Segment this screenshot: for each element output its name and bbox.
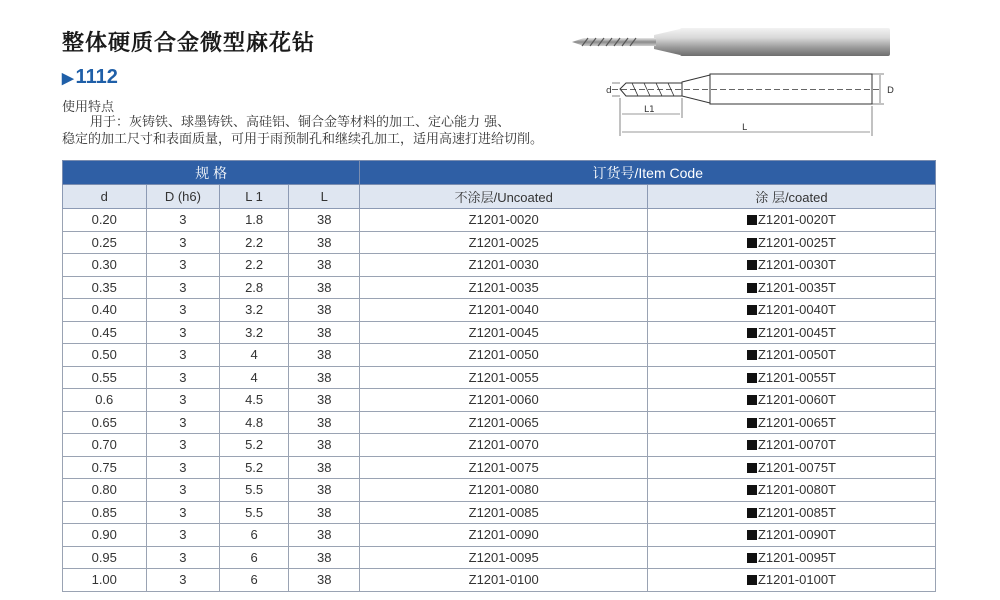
cell-uncoated: Z1201-0090 [360,524,647,547]
cell-L: 38 [288,344,360,367]
table-row [63,209,936,232]
diagram-label-D: D [887,86,894,96]
coated-code: Z1201-0035T [757,279,836,295]
cell-uncoated: Z1201-0040 [360,299,647,322]
coated-code: Z1201-0045T [757,324,836,340]
table-row [63,276,936,299]
cell-L: 38 [288,254,360,277]
cell-L: 38 [288,299,360,322]
black-square-icon [747,530,757,540]
cell-L: 38 [288,524,360,547]
table-row [63,231,936,254]
table-row [63,479,936,502]
cell-d: 0.45 [63,321,147,344]
cell-coated [647,479,935,502]
cell-coated [647,501,935,524]
cell-d: 0.6 [63,389,147,412]
cell-coated [647,299,935,322]
spec-group-header: 规 格 [63,161,360,185]
cell-L: 38 [288,209,360,232]
black-square-icon [747,575,757,585]
black-square-icon [747,395,757,405]
cell-d: 0.70 [63,434,147,457]
cell-D: 3 [146,254,220,277]
coated-code: Z1201-0050T [757,347,836,363]
cell-L1: 4.5 [220,389,289,412]
cell-d: 0.80 [63,479,147,502]
black-square-icon [747,485,757,495]
black-square-icon [747,328,757,338]
table-row [63,344,936,367]
coated-code: Z1201-0030T [757,257,836,273]
black-square-icon [747,350,757,360]
coated-code: Z1201-0055T [757,369,836,385]
black-square-icon [747,305,757,315]
item-code-group-header: 订货号/Item Code [360,161,936,185]
black-square-icon [747,463,757,473]
table-row [63,501,936,524]
cell-L1: 1.8 [220,209,289,232]
cell-d: 0.75 [63,456,147,479]
cell-coated [647,569,935,592]
black-square-icon [747,373,757,383]
cell-L1: 4.8 [220,411,289,434]
black-square-icon [747,553,757,563]
black-square-icon [747,440,757,450]
black-square-icon [747,283,757,293]
cell-d: 0.55 [63,366,147,389]
diagram-label-d: d [606,86,612,96]
coated-code: Z1201-0020T [757,212,836,228]
coated-code: Z1201-0025T [757,234,836,250]
cell-coated [647,434,935,457]
cell-d: 0.95 [63,546,147,569]
table-row [63,411,936,434]
cell-L: 38 [288,411,360,434]
cell-coated [647,366,935,389]
diagram-label-L: L [742,123,748,133]
cell-L: 38 [288,456,360,479]
cell-D: 3 [146,321,220,344]
cell-L1: 5.5 [220,479,289,502]
diagram-label-L1: L1 [644,105,655,115]
cell-uncoated: Z1201-0025 [360,231,647,254]
cell-D: 3 [146,276,220,299]
cell-D: 3 [146,479,220,502]
coated-code: Z1201-0040T [757,302,836,318]
cell-D: 3 [146,524,220,547]
coated-code: Z1201-0060T [757,392,836,408]
cell-uncoated: Z1201-0085 [360,501,647,524]
cell-d: 0.25 [63,231,147,254]
cell-L1: 2.2 [220,254,289,277]
cell-d: 0.50 [63,344,147,367]
table-row [63,524,936,547]
col-header-uncoated: 不涂层/Uncoated [360,185,647,209]
cell-L: 38 [288,276,360,299]
cell-D: 3 [146,389,220,412]
cell-coated [647,231,935,254]
cell-L: 38 [288,501,360,524]
spec-table [62,160,936,592]
cell-L1: 6 [220,569,289,592]
cell-coated [647,524,935,547]
cell-L1: 4 [220,344,289,367]
coated-code: Z1201-0095T [757,549,836,565]
cell-D: 3 [146,456,220,479]
cell-uncoated: Z1201-0065 [360,411,647,434]
cell-L1: 4 [220,366,289,389]
cell-coated [647,321,935,344]
black-square-icon [747,418,757,428]
cell-d: 0.30 [63,254,147,277]
cell-uncoated: Z1201-0035 [360,276,647,299]
cell-L: 38 [288,569,360,592]
table-row [63,546,936,569]
col-header-D: D (h6) [146,185,220,209]
page-title: 整体硬质合金微型麻花钻 [62,31,316,56]
col-header-coated: 涂 层/coated [647,185,935,209]
cell-L1: 3.2 [220,321,289,344]
triangle-marker-icon: ▶ [62,70,74,87]
coated-code: Z1201-0065T [757,414,836,430]
cell-D: 3 [146,299,220,322]
coated-code: Z1201-0075T [757,459,836,475]
table-row [63,456,936,479]
cell-D: 3 [146,209,220,232]
cell-coated [647,456,935,479]
table-row [63,366,936,389]
cell-L1: 3.2 [220,299,289,322]
features-heading: 使用特点 [62,100,115,115]
cell-coated [647,389,935,412]
cell-coated [647,276,935,299]
cell-uncoated: Z1201-0100 [360,569,647,592]
cell-L1: 2.8 [220,276,289,299]
cell-d: 0.90 [63,524,147,547]
cell-L: 38 [288,389,360,412]
cell-L: 38 [288,366,360,389]
cell-D: 3 [146,344,220,367]
cell-D: 3 [146,546,220,569]
drill-dimension-diagram [592,72,922,144]
table-row [63,434,936,457]
cell-d: 1.00 [63,569,147,592]
cell-L1: 2.2 [220,231,289,254]
cell-L: 38 [288,231,360,254]
cell-D: 3 [146,569,220,592]
coated-code: Z1201-0100T [757,572,836,588]
cell-coated [647,254,935,277]
coated-code: Z1201-0085T [757,504,836,520]
description-line-2: 稳定的加工尺寸和表面质量，可用于雨预制孔和继续孔加工，适用高速打进给切削。 [62,132,544,147]
series-code [62,66,118,89]
cell-d: 0.65 [63,411,147,434]
cell-D: 3 [146,366,220,389]
black-square-icon [747,260,757,270]
cell-coated [647,344,935,367]
col-header-L: L [288,185,360,209]
coated-code: Z1201-0090T [757,527,836,543]
cell-uncoated: Z1201-0060 [360,389,647,412]
cell-uncoated: Z1201-0095 [360,546,647,569]
cell-L1: 5.2 [220,456,289,479]
cell-L: 38 [288,546,360,569]
table-row [63,254,936,277]
description [62,114,622,148]
coated-code: Z1201-0080T [757,482,836,498]
col-header-d: d [63,185,147,209]
cell-uncoated: Z1201-0070 [360,434,647,457]
cell-L: 38 [288,479,360,502]
cell-uncoated: Z1201-0020 [360,209,647,232]
cell-d: 0.35 [63,276,147,299]
cell-L1: 5.2 [220,434,289,457]
cell-d: 0.40 [63,299,147,322]
col-header-L1: L 1 [220,185,289,209]
series-number: 1112 [75,66,118,88]
cell-L1: 5.5 [220,501,289,524]
black-square-icon [747,508,757,518]
cell-coated [647,546,935,569]
cell-coated [647,411,935,434]
cell-d: 0.85 [63,501,147,524]
table-row [63,321,936,344]
table-row [63,569,936,592]
cell-L1: 6 [220,524,289,547]
cell-uncoated: Z1201-0080 [360,479,647,502]
cell-D: 3 [146,434,220,457]
cell-uncoated: Z1201-0075 [360,456,647,479]
black-square-icon [747,238,757,248]
drill-photo-image [572,26,892,60]
cell-uncoated: Z1201-0030 [360,254,647,277]
cell-d: 0.20 [63,209,147,232]
table-row [63,299,936,322]
cell-L: 38 [288,321,360,344]
cell-L: 38 [288,434,360,457]
cell-coated [647,209,935,232]
cell-uncoated: Z1201-0050 [360,344,647,367]
cell-L1: 6 [220,546,289,569]
cell-D: 3 [146,501,220,524]
coated-code: Z1201-0070T [757,437,836,453]
table-row [63,389,936,412]
black-square-icon [747,215,757,225]
cell-D: 3 [146,411,220,434]
description-line-1: 用于：灰铸铁、球墨铸铁、高硅铝、铜合金等材料的加工、定心能力 强、 [90,115,511,130]
cell-D: 3 [146,231,220,254]
cell-uncoated: Z1201-0055 [360,366,647,389]
cell-uncoated: Z1201-0045 [360,321,647,344]
